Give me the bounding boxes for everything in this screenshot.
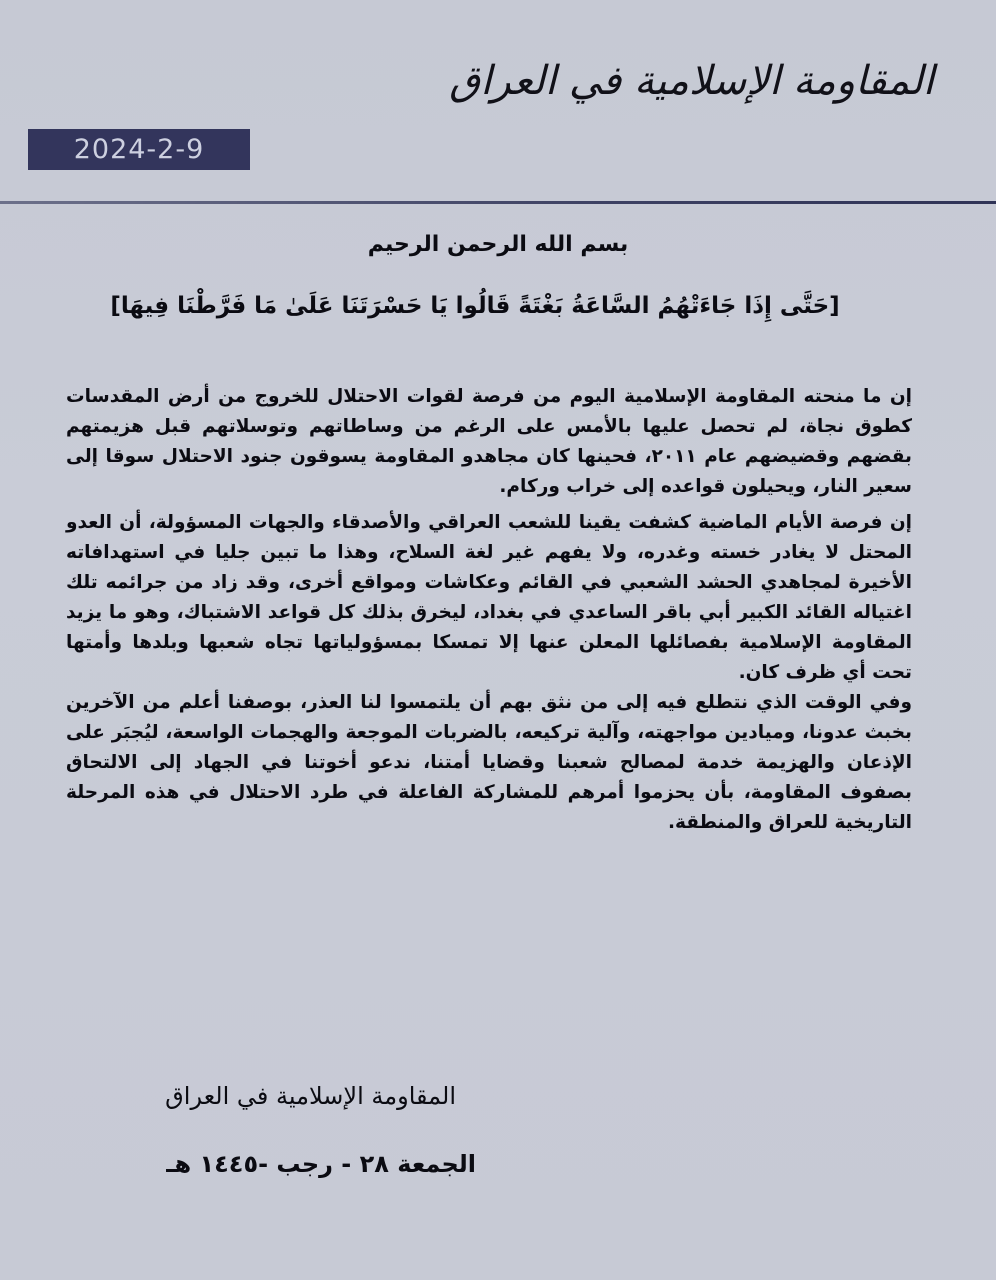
paragraph-1: إن ما منحته المقاومة الإسلامية اليوم من فرصة لقوات الاحتلال للخروج من أرض المقدسات كطوق نجاة، لم تحصل عليها بالأمس على الرغم من وساطاتهم وتوسلاتهم قبل هزيمتهم بقضهم وقضيضهم عام ٢٠١١، فحينها كان مجاهدو المقاومة يسوقون جنود الاحتلال سوقا إلى سعير النار، ويحيلون قواعده إلى خراب وركام. — [66, 386, 912, 497]
basmala: بسم الله الرحمن الرحيم — [367, 232, 629, 257]
date-badge: 2024-2-9 — [28, 129, 250, 170]
signature-date: الجمعة ٢٨ - رجب -١٤٤٥ هـ — [166, 1150, 476, 1178]
organization-logo-text: المقاومة الإسلامية في العراق — [449, 58, 934, 104]
paragraph-2: إن فرصة الأيام الماضية كشفت يقينا للشعب العراقي والأصدقاء والجهات المسؤولة، أن العدو المحتل لا يغادر خسته وغدره، ولا يفهم غير لغة السلاح، وهذا ما تبين جليا في استهدافاته الأخيرة لمجاهدي الحشد الشعبي في القائم وعكاشات ومواقع أخرى، وقد زاد من جرائمه تلك اغتياله القائد الكبير أبي باقر الساعدي في بغداد، ليخرق بذلك كل قواعد الاشتباك، وهو ما يزيد المقاومة الإسلامية بفصائلها المعلن عنها إلا تمسكا بمسؤولياتها تجاه شعبها وبلدها وأمتها تحت أي ظرف كان. — [66, 512, 912, 683]
paragraph-3: وفي الوقت الذي نتطلع فيه إلى من نثق بهم أن يلتمسوا لنا العذر، بوصفنا أعلم من الآخرين بخبث عدونا، وميادين مواجهته، وآلية تركيعه، بالضربات الموجعة والهجمات الواسعة، ليُجبَر على الإذعان والهزيمة خدمة لمصالح شعبنا وقضايا أمتنا، ندعو أخوتنا في الجهاد إلى الالتحاق بصفوف المقاومة، بأن يحزموا أمرهم للمشاركة الفاعلة في طرد الاحتلال في هذه المرحلة التاريخية للعراق والمنطقة. — [66, 692, 912, 833]
quran-verse: [حَتَّى إِذَا جَاءَتْهُمُ السَّاعَةُ بَغْتَةً قَالُوا يَا حَسْرَتَنَا عَلَىٰ مَا فَرَّطْنَا فِيهَا] — [110, 293, 840, 319]
header-divider — [0, 201, 996, 204]
signature: المقاومة الإسلامية في العراق — [165, 1082, 456, 1110]
statement-body — [66, 382, 912, 838]
